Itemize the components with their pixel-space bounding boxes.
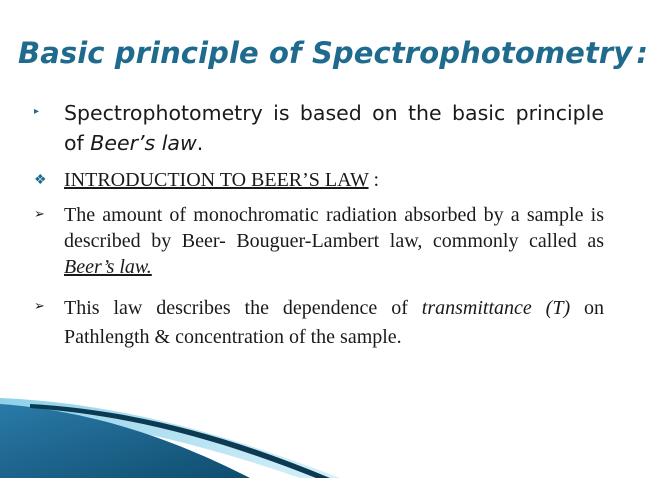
transmittance-emphasis: transmittance (T)	[421, 297, 571, 319]
bullet-text-run: The amount of monochromatic radiation absorbed by a sample is described by Beer- Bouguer-Lambert law, commonly called as	[64, 204, 604, 252]
arrowhead-right-icon: ➢	[34, 206, 45, 221]
bullet-text-run: on Pathlength & concentration of the sample.	[64, 297, 605, 348]
beers-law-emphasis: Beer’s law	[90, 131, 197, 155]
bullet-text-run: This law describes the dependence of	[64, 297, 422, 319]
diamond-cluster-icon: ❖	[34, 173, 47, 188]
arrowhead-right-icon: ➢	[34, 298, 45, 313]
triangle-right-icon: ▸	[34, 106, 40, 117]
beers-law-link-text: Beer’s law.	[64, 256, 152, 278]
section-heading-underlined: INTRODUCTION TO BEER’S LAW	[64, 169, 369, 191]
bullet-text-run: .	[196, 131, 204, 155]
slide-title-suffix: :	[636, 36, 648, 70]
bullet-text-run: Spectrophotometry is based on the basic principle of	[64, 101, 604, 155]
bullet-text-run: :	[368, 169, 380, 191]
slide-title-text: Basic principle of Spectrophotometry	[18, 36, 633, 70]
